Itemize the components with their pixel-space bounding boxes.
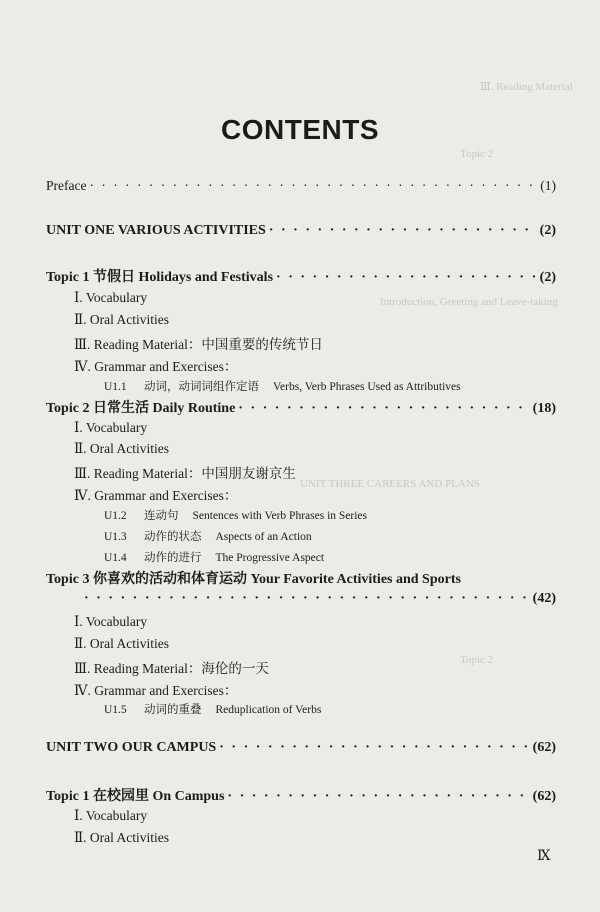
- show-through-text: UNIT THREE CAREERS AND PLANS: [300, 478, 480, 490]
- grammar-title-cn: 连动句: [144, 510, 179, 522]
- grammar-title-en: Aspects of an Action: [215, 531, 312, 543]
- grammar-code: U1.3: [104, 531, 127, 543]
- toc-entry-unit-one[interactable]: [46, 223, 556, 243]
- grammar-code: U1.2: [104, 510, 127, 522]
- section-item: Ⅱ. Oral Activities: [74, 312, 170, 327]
- leader-dots: [238, 401, 529, 417]
- page-number: (42): [532, 591, 556, 606]
- page-title: CONTENTS: [221, 114, 379, 145]
- show-through-text: Topic 2: [460, 148, 494, 160]
- section-item: Ⅰ. Vocabulary: [74, 290, 148, 305]
- grammar-subitem: [104, 528, 312, 544]
- grammar-title-en: Verbs, Verb Phrases Used as Attributives: [273, 381, 461, 393]
- section-item: Ⅱ. Oral Activities: [74, 441, 170, 456]
- section-item: Ⅳ. Grammar and Exercises：: [74, 683, 238, 698]
- grammar-title-cn: 动词的重叠: [144, 704, 202, 716]
- grammar-title-cn: 动词，动词词组作定语: [144, 381, 259, 393]
- section-item: Ⅰ. Vocabulary: [74, 808, 148, 823]
- section-item: Ⅰ. Vocabulary: [74, 614, 148, 629]
- toc-entry-topic-holidays[interactable]: [46, 266, 556, 286]
- section-item: Ⅳ. Grammar and Exercises：: [74, 359, 238, 374]
- topic-heading: Topic 1 节假日 Holidays and Festivals: [46, 270, 274, 285]
- leader-dots: [219, 740, 529, 756]
- show-through-text: Introduction, Greeting and Leave-taking: [380, 296, 558, 308]
- section-item: Ⅲ. Reading Material：海伦的一天: [74, 661, 269, 676]
- grammar-code: U1.5: [104, 704, 127, 716]
- leader-dots: [227, 789, 529, 805]
- leader-dots: [84, 591, 530, 607]
- unit-heading: UNIT TWO OUR CAMPUS: [46, 740, 217, 755]
- toc-entry-label: Preface: [46, 178, 87, 193]
- toc-entry-preface[interactable]: [46, 178, 556, 198]
- page-number: (2): [539, 270, 556, 285]
- grammar-subitem: [104, 378, 461, 394]
- topic-heading: Topic 3 你喜欢的活动和体育运动 Your Favorite Activities and Sports: [46, 572, 461, 587]
- leader-dots: [89, 178, 537, 194]
- grammar-code: U1.4: [104, 552, 127, 564]
- page-number: (62): [532, 740, 556, 755]
- toc-entry-topic-activities-sports-page[interactable]: [84, 591, 556, 611]
- grammar-title-cn: 动作的状态: [144, 531, 202, 543]
- leader-dots: [269, 223, 537, 239]
- section-item: Ⅲ. Reading Material：中国朋友谢京生: [74, 466, 296, 481]
- page-number: (18): [532, 401, 556, 416]
- grammar-subitem: [104, 549, 324, 565]
- section-item: Ⅱ. Oral Activities: [74, 830, 170, 845]
- leader-dots: [276, 270, 537, 286]
- unit-heading: UNIT ONE VARIOUS ACTIVITIES: [46, 223, 266, 238]
- show-through-text: Ⅲ. Reading Material: [480, 81, 573, 93]
- grammar-title-en: The Progressive Aspect: [215, 552, 325, 564]
- page-folio: Ⅸ: [537, 849, 551, 864]
- toc-entry-topic-activities-sports[interactable]: [46, 568, 556, 588]
- section-item: Ⅰ. Vocabulary: [74, 420, 148, 435]
- toc-entry-topic-daily-routine[interactable]: [46, 397, 556, 417]
- show-through-text: Topic 2: [460, 654, 494, 666]
- grammar-title-en: Reduplication of Verbs: [215, 704, 322, 716]
- grammar-subitem: [104, 701, 321, 717]
- topic-heading: Topic 1 在校园里 On Campus: [46, 789, 225, 804]
- grammar-code: U1.1: [104, 381, 127, 393]
- toc-entry-unit-two[interactable]: [46, 740, 556, 760]
- toc-entry-topic-on-campus[interactable]: [46, 785, 556, 805]
- grammar-subitem: [104, 507, 367, 523]
- grammar-title-cn: 动作的进行: [144, 552, 202, 564]
- topic-heading: Topic 2 日常生活 Daily Routine: [46, 401, 236, 416]
- page-number: (2): [539, 223, 556, 238]
- page-number: (1): [540, 178, 556, 193]
- section-item: Ⅲ. Reading Material：中国重要的传统节日: [74, 337, 323, 352]
- grammar-title-en: Sentences with Verb Phrases in Series: [192, 510, 367, 522]
- section-item: Ⅳ. Grammar and Exercises：: [74, 488, 238, 503]
- section-item: Ⅱ. Oral Activities: [74, 636, 170, 651]
- page-number: (62): [532, 789, 556, 804]
